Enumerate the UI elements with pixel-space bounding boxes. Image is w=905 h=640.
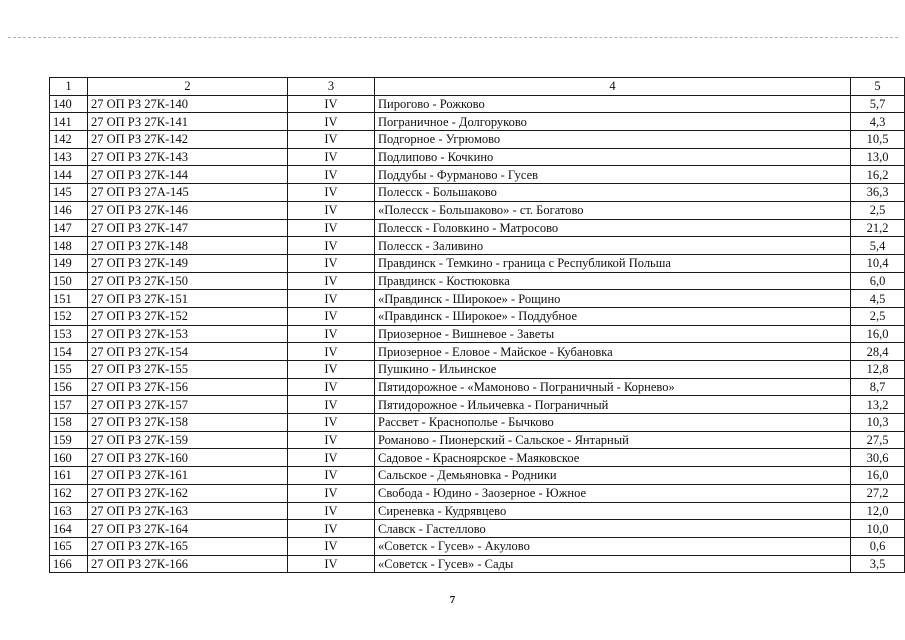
road-route: Приозерное - Еловое - Майское - Кубановка [375,343,851,361]
table-row [50,449,905,467]
road-code: 27 ОП РЗ 27К-144 [88,166,288,184]
roads-table [49,77,905,573]
road-route: «Советск - Гусев» - Акулово [375,537,851,555]
road-code: 27 ОП РЗ 27К-149 [88,254,288,272]
road-code: 27 ОП РЗ 27К-157 [88,396,288,414]
road-route: «Правдинск - Широкое» - Рощино [375,290,851,308]
row-number: 158 [50,414,88,432]
road-route: Романово - Пионерский - Сальское - Янтарный [375,431,851,449]
road-category: IV [288,431,375,449]
road-code: 27 ОП РЗ 27К-155 [88,361,288,379]
road-length: 12,0 [851,502,905,520]
table-row [50,361,905,379]
road-code: 27 ОП РЗ 27К-151 [88,290,288,308]
road-route: Пятидорожное - «Мамоново - Пограничный - Корнево» [375,378,851,396]
road-code: 27 ОП РЗ 27К-164 [88,520,288,538]
road-code: 27 ОП РЗ 27К-159 [88,431,288,449]
road-category: IV [288,201,375,219]
road-route: Поддубы - Фурманово - Гусев [375,166,851,184]
road-route: Пушкино - Ильинское [375,361,851,379]
road-code: 27 ОП РЗ 27К-142 [88,131,288,149]
road-code: 27 ОП РЗ 27К-140 [88,95,288,113]
road-route: Правдинск - Костюковка [375,272,851,290]
road-length: 27,2 [851,484,905,502]
road-route: Пограничное - Долгоруково [375,113,851,131]
road-category: IV [288,467,375,485]
row-number: 159 [50,431,88,449]
row-number: 146 [50,201,88,219]
row-number: 163 [50,502,88,520]
table-row [50,201,905,219]
road-category: IV [288,131,375,149]
row-number: 155 [50,361,88,379]
road-category: IV [288,166,375,184]
row-number: 152 [50,307,88,325]
road-route: Полесск - Головкино - Матросово [375,219,851,237]
road-code: 27 ОП РЗ 27К-160 [88,449,288,467]
road-code: 27 ОП РЗ 27К-162 [88,484,288,502]
road-category: IV [288,520,375,538]
road-code: 27 ОП РЗ 27К-148 [88,237,288,255]
table-row [50,343,905,361]
road-code: 27 ОП РЗ 27К-158 [88,414,288,432]
road-code: 27 ОП РЗ 27К-146 [88,201,288,219]
road-route: Садовое - Красноярское - Маяковское [375,449,851,467]
road-code: 27 ОП РЗ 27К-152 [88,307,288,325]
row-number: 140 [50,95,88,113]
road-length: 10,5 [851,131,905,149]
road-code: 27 ОП РЗ 27К-143 [88,148,288,166]
road-length: 16,0 [851,467,905,485]
table-row [50,131,905,149]
row-number: 153 [50,325,88,343]
table-row [50,325,905,343]
table-row [50,555,905,573]
header-col-1: 1 [50,78,88,96]
road-category: IV [288,325,375,343]
road-length: 10,0 [851,520,905,538]
scan-artifact-line [8,37,898,38]
road-code: 27 ОП РЗ 27К-141 [88,113,288,131]
table-row [50,166,905,184]
road-category: IV [288,537,375,555]
table-row [50,431,905,449]
road-route: Свобода - Юдино - Заозерное - Южное [375,484,851,502]
road-length: 21,2 [851,219,905,237]
table-body [50,95,905,573]
road-route: Рассвет - Краснополье - Бычково [375,414,851,432]
road-route: Пятидорожное - Ильичевка - Пограничный [375,396,851,414]
table-row [50,414,905,432]
road-route: «Правдинск - Широкое» - Поддубное [375,307,851,325]
table-row [50,307,905,325]
road-length: 27,5 [851,431,905,449]
road-route: Полесск - Заливино [375,237,851,255]
road-route: Подгорное - Угрюмово [375,131,851,149]
road-length: 3,5 [851,555,905,573]
road-category: IV [288,449,375,467]
road-length: 10,3 [851,414,905,432]
road-length: 4,5 [851,290,905,308]
table-row [50,502,905,520]
page-number: 7 [449,594,456,606]
road-code: 27 ОП РЗ 27К-161 [88,467,288,485]
row-number: 145 [50,184,88,202]
road-category: IV [288,219,375,237]
row-number: 160 [50,449,88,467]
road-category: IV [288,343,375,361]
row-number: 166 [50,555,88,573]
row-number: 149 [50,254,88,272]
table-row [50,237,905,255]
row-number: 150 [50,272,88,290]
road-length: 30,6 [851,449,905,467]
road-category: IV [288,378,375,396]
road-length: 5,4 [851,237,905,255]
table-row [50,484,905,502]
road-code: 27 ОП РЗ 27К-147 [88,219,288,237]
table-row [50,148,905,166]
road-route: Сальское - Демьяновка - Родники [375,467,851,485]
row-number: 157 [50,396,88,414]
road-code: 27 ОП РЗ 27К-163 [88,502,288,520]
table-row [50,290,905,308]
row-number: 144 [50,166,88,184]
road-length: 0,6 [851,537,905,555]
row-number: 142 [50,131,88,149]
road-category: IV [288,113,375,131]
table-row [50,254,905,272]
road-category: IV [288,272,375,290]
road-length: 10,4 [851,254,905,272]
header-row [50,78,905,96]
row-number: 151 [50,290,88,308]
road-length: 12,8 [851,361,905,379]
road-category: IV [288,148,375,166]
road-category: IV [288,95,375,113]
road-length: 4,3 [851,113,905,131]
road-route: Приозерное - Вишневое - Заветы [375,325,851,343]
row-number: 148 [50,237,88,255]
row-number: 162 [50,484,88,502]
road-category: IV [288,396,375,414]
road-length: 16,0 [851,325,905,343]
road-code: 27 ОП РЗ 27К-156 [88,378,288,396]
road-length: 6,0 [851,272,905,290]
table-row [50,537,905,555]
road-length: 2,5 [851,307,905,325]
row-number: 143 [50,148,88,166]
table-row [50,113,905,131]
road-route: «Советск - Гусев» - Сады [375,555,851,573]
table-row [50,378,905,396]
row-number: 147 [50,219,88,237]
header-col-2: 2 [88,78,288,96]
row-number: 141 [50,113,88,131]
road-length: 5,7 [851,95,905,113]
road-route: Подлипово - Кочкино [375,148,851,166]
header-col-4: 4 [375,78,851,96]
road-code: 27 ОП РЗ 27К-165 [88,537,288,555]
road-category: IV [288,184,375,202]
road-category: IV [288,414,375,432]
road-route: Славск - Гастеллово [375,520,851,538]
road-code: 27 ОП РЗ 27К-150 [88,272,288,290]
road-category: IV [288,361,375,379]
row-number: 165 [50,537,88,555]
table-row [50,219,905,237]
row-number: 161 [50,467,88,485]
road-length: 28,4 [851,343,905,361]
header-col-5: 5 [851,78,905,96]
table-row [50,467,905,485]
table-row [50,520,905,538]
road-route: Сиреневка - Кудрявцево [375,502,851,520]
road-code: 27 ОП РЗ 27А-145 [88,184,288,202]
row-number: 156 [50,378,88,396]
header-col-3: 3 [288,78,375,96]
row-number: 154 [50,343,88,361]
road-code: 27 ОП РЗ 27К-153 [88,325,288,343]
road-route: Правдинск - Темкино - граница с Республикой Польша [375,254,851,272]
road-length: 13,2 [851,396,905,414]
table-row [50,396,905,414]
road-length: 16,2 [851,166,905,184]
road-length: 13,0 [851,148,905,166]
road-route: «Полесск - Большаково» - ст. Богатово [375,201,851,219]
table-row [50,184,905,202]
road-length: 2,5 [851,201,905,219]
road-category: IV [288,502,375,520]
road-length: 36,3 [851,184,905,202]
road-category: IV [288,484,375,502]
road-category: IV [288,555,375,573]
road-code: 27 ОП РЗ 27К-166 [88,555,288,573]
row-number: 164 [50,520,88,538]
road-category: IV [288,290,375,308]
road-category: IV [288,254,375,272]
table-row [50,95,905,113]
road-category: IV [288,307,375,325]
table-row [50,272,905,290]
road-category: IV [288,237,375,255]
road-route: Пирогово - Рожково [375,95,851,113]
road-length: 8,7 [851,378,905,396]
road-code: 27 ОП РЗ 27К-154 [88,343,288,361]
road-route: Полесск - Большаково [375,184,851,202]
